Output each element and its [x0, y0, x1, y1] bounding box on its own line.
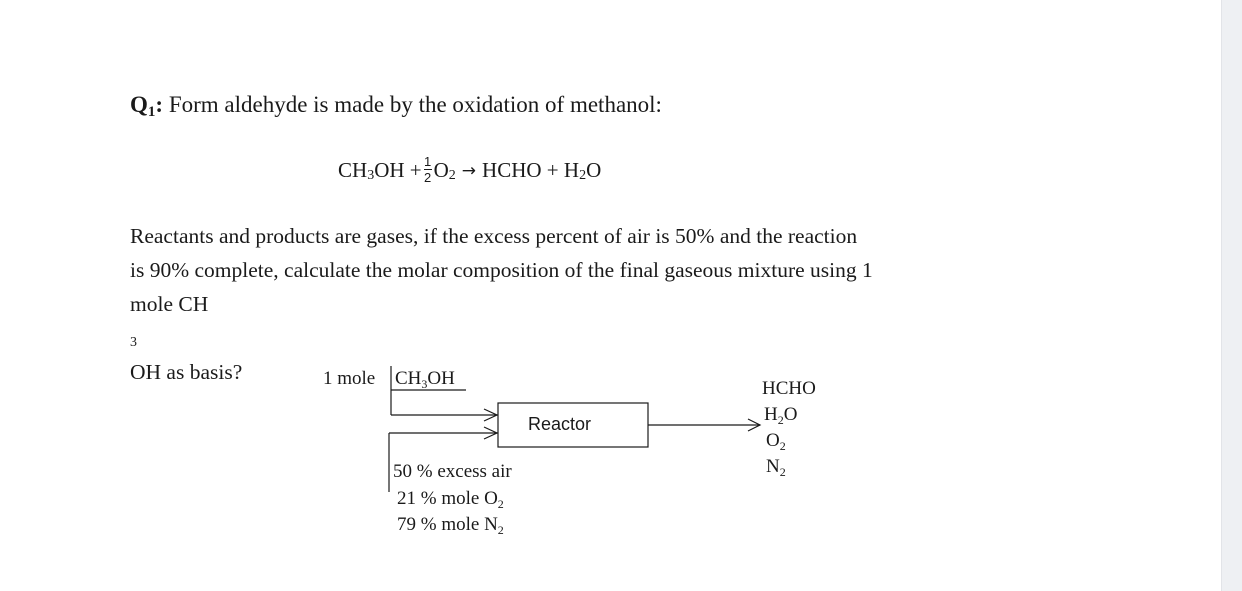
product-nitrogen-label: $N_2$: [766, 456, 786, 479]
product-water-label: $H_2O$: [764, 404, 798, 427]
product-oxygen-label: $O_2$: [766, 430, 786, 453]
half-fraction: $\frac{1}{2}$: [424, 154, 432, 185]
air-excess-label: 50 % excess air: [393, 461, 512, 482]
question-title: Form aldehyde is made by the oxidation of methanol:: [168, 92, 662, 117]
air-oxygen-label: 21 % mole $O_2$: [397, 488, 504, 511]
reactor-label: Reactor: [528, 414, 592, 434]
problem-line-2: is 90% complete, calculate the molar composition of the final gaseous mixture using 1: [130, 258, 873, 282]
vertical-scrollbar[interactable]: [1221, 0, 1242, 591]
reaction-equation: CH 3 OH + $\frac{1}{2}$ O 2 → HCHO + H 2 O: [338, 154, 602, 185]
feed-species-label: $CH_3OH$: [395, 368, 455, 391]
product-hcho-label: HCHO: [762, 378, 816, 399]
question-number: Q1:: [130, 92, 164, 120]
feed-amount-label: 1 mole: [323, 368, 376, 389]
problem-line-3: mole CH 3 OH as basis?: [130, 292, 243, 384]
problem-line-1: Reactants and products are gases, if the excess percent of air is 50% and the reaction: [130, 224, 858, 248]
air-nitrogen-label: 79 % mole $N_2$: [397, 514, 504, 537]
